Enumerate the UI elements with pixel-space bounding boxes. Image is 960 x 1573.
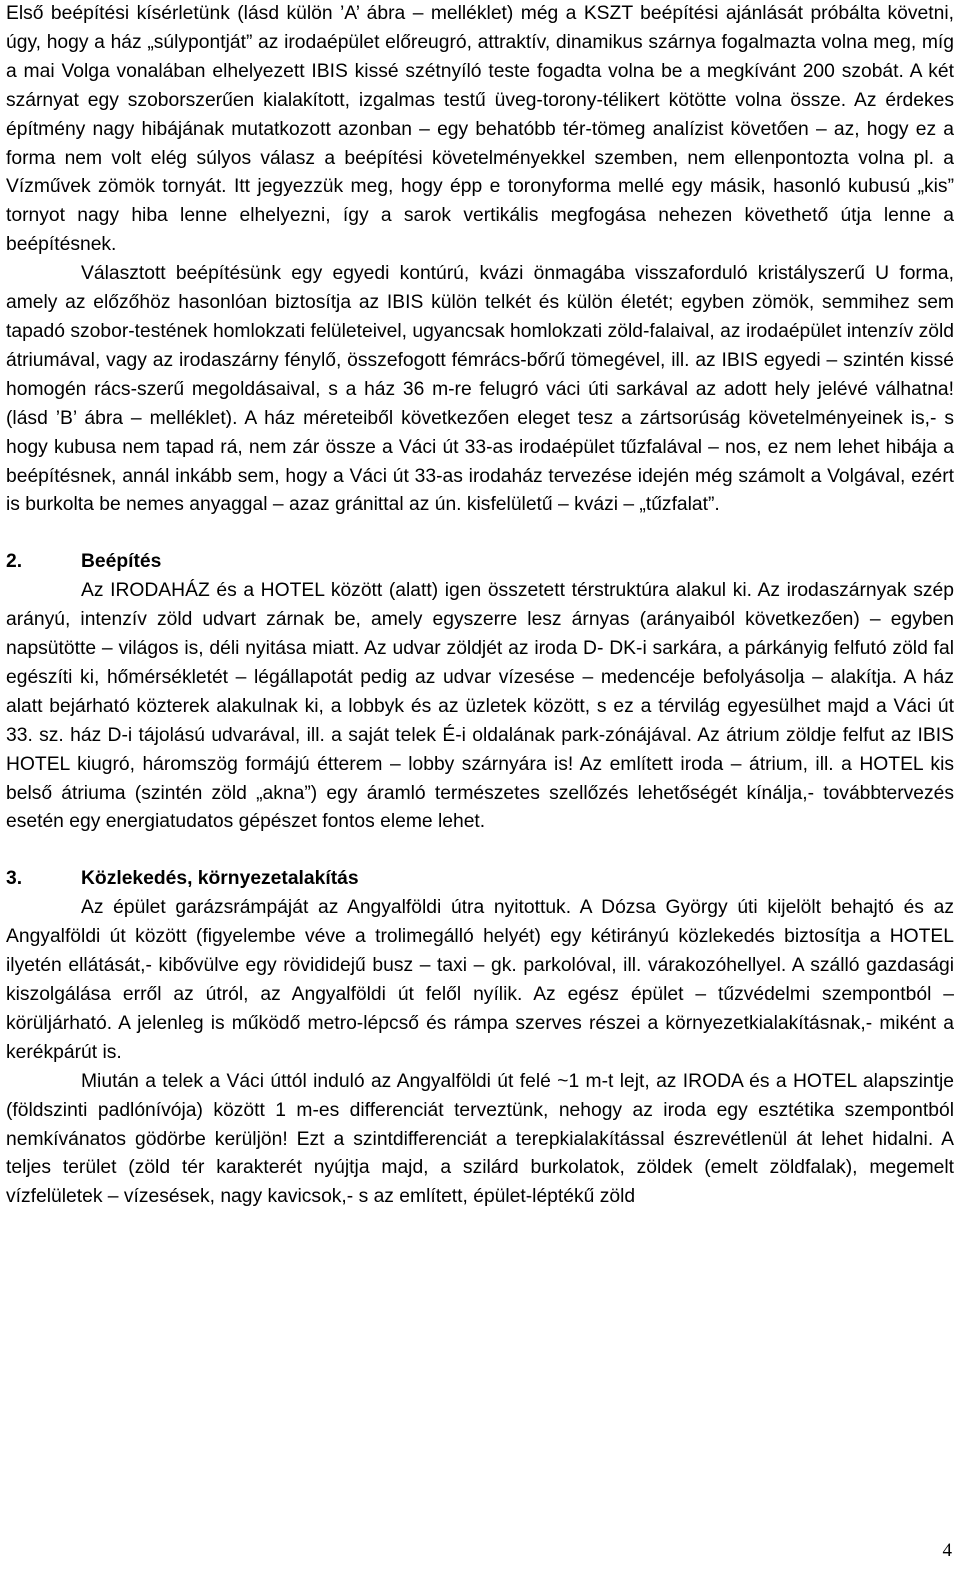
section-2-title: Beépítés (81, 551, 162, 573)
section-3-paragraph-1: Az épület garázsrámpáját az Angyalföldi útra nyitottuk. A Dózsa György úti kijelölt behajtó és az Angyalföldi út között (figyelembe véve a trolimegálló helyét) egy kétirányú közlekedés biztosítja a HOTEL ilyetén ellátását,- kibővülve egy rövididejű busz – taxi – gk. parkolóval, ill. várakozóhellyel. A szálló gazdasági kiszolgálása erről az útról, az Angyalföldi út felől nyílik. Az egész épület – tűzvédelmi szempontból – körüljárható. A jelenleg is működő metro-lépcső és rámpa szerves részei a környezetkialakításnak,- miként a kerékpárút is. (6, 897, 954, 1063)
section-3-title: Közlekedés, környezetalakítás (81, 868, 359, 890)
section-2-heading (6, 548, 954, 577)
page-number: 4 (942, 1540, 952, 1561)
intro-paragraph-1: Első beépítési kísérletünk (lásd külön ’A’ ábra – melléklet) még a KSZT beépítési ajánlását próbálta követni, úgy, hogy a ház „súlypontját” az irodaépület előreugró, attraktív, dinamikus szárnya fogalmazta volna meg, míg a mai Volga vonalában elhelyezett IBIS kissé szétnyíló teste fogadta volna be a megkívánt 200 szobát. A két szárnyat egy szoborszerűen kialakított, izgalmas testű üveg-torony-télikert kötötte volna össze. Az érdekes építmény nagy hibájának mutatkozott azonban – egy behatóbb tér-tömeg analízist követően – az, hogy ez a forma nem volt elég súlyos válasz a beépítési követelményekkel szemben, nem ellenpontozta volna pl. a Vízművek zömök tornyát. Itt jegyezzük meg, hogy épp e toronyforma mellé egy másik, hasonló kubusú „kis” tornyot nagy hiba lenne elhelyezni, így a sarok vertikális megfogása nehezen követhető útja lenne a beépítésnek. (6, 3, 954, 256)
section-2-number: 2. (6, 551, 23, 573)
section-3-heading (6, 865, 954, 894)
intro-paragraph-2: Választott beépítésünk egy egyedi kontúrú, kvázi önmagába visszaforduló kristályszerű U forma, amely az előzőhöz hasonlóan biztosítja az IBIS külön telkét és külön életét; egyben zömök, semmihez sem tapadó szobor-testének homlokzati felületeivel, ugyancsak homlokzati zöld-falaival, az irodaépület intenzív zöld átriumával, vagy az irodaszárny fénylő, összefogott fémrács-bőrű tömegével, ill. az IBIS egyedi – szintén kissé homogén rács-szerű megoldásaival, s a ház 36 m-re felugró váci úti sarkával az adott hely jelévé válhatna! (lásd ’B’ ábra – melléklet). A ház méreteiből következően eleget tesz a zártsorúság követelményeinek is,- s hogy kubusa nem tapad rá, nem zár össze a Váci út 33-as irodaépület tűzfalával – nos, ez nem lehet hibája a beépítésnek, annál inkább sem, hogy a Váci út 33-as irodaház tervezése idején még számolt a Volgával, ezért is burkolta be nemes anyaggal – azaz gránittal az ún. kisfelületű – kvázi – „tűzfalat”. (6, 263, 954, 516)
section-3-paragraph-2: Miután a telek a Váci úttól induló az Angyalföldi út felé ~1 m-t lejt, az IRODA és a HOTEL alapszintje (földszinti padlónívója) között 1 m-es differenciát terveztünk, nehogy az iroda egy esztétika szempontból nemkívánatos gödörbe kerüljön! Ezt a szintdifferenciát a terepkialakítással észrevétlenül át lehet hidalni. A teljes terület (zöld tér karakterét nyújtja majd, a szilárd burkolatok, zöldek (emelt zöldfalak), megemelt vízfelületek – vízesések, nagy kavicsok,- s az említett, épület-léptékű zöld (6, 1070, 954, 1208)
section-2-paragraph: Az IRODAHÁZ és a HOTEL között (alatt) igen összetett térstruktúra alakul ki. Az irodaszárnyak szép arányú, intenzív zöld udvart zárnak be, amely egyszerre lesz árnyas (arányaiból következően) – egyben napsütötte – világos is, déli nyitása miatt. Az udvar zöldjét az iroda D- DK-i sarkára, a párkányig felfutó zöld fal egészíti ki, hőmérsékletét – légállapotát pedig az udvar vízesése – medencéje befolyásolja – alakítja. A ház alatt bejárható közterek alakulnak ki, a lobbyk és az üzletek között, s ez a térvilág egyesülhet majd a Váci út 33. sz. ház D-i tájolású udvarával, ill. a saját telek É-i oldalának park-zónájával. Az átrium zöldje felfut az IBIS HOTEL kiugró, háromszög formájú étterem – lobby szárnyára is! Az említett iroda – átrium, ill. a HOTEL kis belső átriuma (szintén zöld „akna”) egy áramló természetes szellőzés lehetőségét kínálja,- továbbtervezés esetén egy energiatudatos gépészet fontos eleme lehet. (6, 580, 954, 833)
document-page (6, 0, 954, 1212)
section-3-number: 3. (6, 868, 23, 890)
